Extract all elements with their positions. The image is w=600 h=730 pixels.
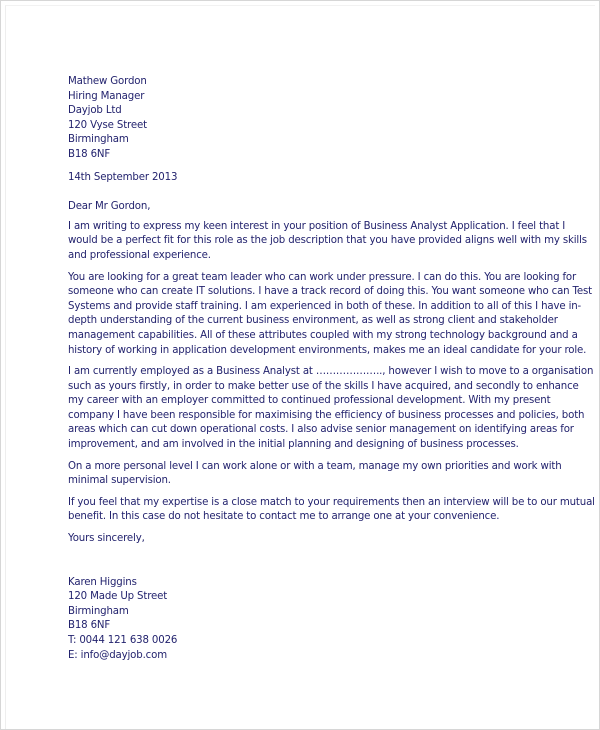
paragraph-line: history of working in application development environments, makes me an ideal candidate for your role.	[68, 344, 587, 356]
paragraph-line: benefit. In this case do not hesitate to contact me to arrange one at your convenience.	[68, 511, 500, 523]
paragraph-closing	[68, 496, 595, 525]
paragraph-line: would be a perfect fit for this role as the job description that you have provided aligns well with my skills	[68, 235, 587, 247]
sender-street: 120 Made Up Street	[68, 591, 168, 603]
paragraph-line: my career with an employer committed to continued professional development. With my present	[68, 395, 551, 407]
sender-email: E: info@dayjob.com	[68, 649, 167, 661]
paragraph-line: I am writing to express my keen interest in your position of Business Analyst Application. I feel that I	[68, 220, 566, 232]
paragraph-intro	[68, 220, 587, 264]
paragraph-line: If you feel that my expertise is a close match to your requirements then an interview will be to our mutual	[68, 496, 595, 508]
paragraph-current-role	[68, 365, 594, 453]
paragraph-line: management capabilities. All of these attributes coupled with my strong technology background and a	[68, 329, 578, 341]
paragraph-line: You are looking for a great team leader who can work under pressure. I can do this. You are looking for	[68, 271, 577, 283]
recipient-city: Birmingham	[68, 134, 129, 146]
paragraph-line: someone who can create IT solutions. I have a track record of doing this. You want someone who can Test	[68, 286, 593, 298]
recipient-title: Hiring Manager	[68, 90, 145, 102]
cover-letter	[68, 75, 595, 663]
sender-city: Birmingham	[68, 605, 129, 617]
sender-postcode: B18 6NF	[68, 620, 111, 632]
recipient-company: Dayjob Ltd	[68, 105, 122, 117]
recipient-name: Mathew Gordon	[68, 76, 147, 87]
paragraph-line: depth understanding of the current business environment, as well as strong client and stakeholder	[68, 315, 558, 327]
sender-phone: T: 0044 121 638 0026	[68, 635, 178, 646]
paragraph-line: Systems and provide staff training. I am experienced in both of these. In addition to all of this I have in-	[68, 300, 582, 312]
paragraph-line: such as yours firstly, in order to make better use of the skills I have acquired, and secondly to enhance	[68, 380, 579, 392]
sender-address	[68, 576, 546, 664]
paragraph-line: areas which can cut down operational costs. I also advise senior management on identifying areas for	[68, 424, 574, 436]
letter-date: 14th September 2013	[68, 171, 178, 183]
paragraph-line: improvement, and am involved in the initial planning and designing of business processes.	[68, 439, 519, 451]
recipient-address	[68, 75, 546, 163]
sender-name: Karen Higgins	[68, 576, 137, 588]
paragraph-qualifications	[68, 271, 593, 359]
recipient-postcode: B18 6NF	[68, 148, 111, 160]
paragraph-line: minimal supervision.	[68, 475, 171, 487]
paragraph-line: I am currently employed as a Business Analyst at ……………….., however I wish to move to a organisation	[68, 366, 594, 378]
paragraph-line: and professional experience.	[68, 249, 211, 261]
paragraph-personal	[68, 460, 562, 489]
paragraph-line: company I have been responsible for maximising the efficiency of business processes and policies, both	[68, 409, 585, 421]
recipient-street: 120 Vyse Street	[68, 119, 147, 131]
paragraph-line: On a more personal level I can work alone or with a team, manage my own priorities and work with	[68, 460, 562, 472]
valediction: Yours sincerely,	[68, 533, 145, 545]
salutation: Dear Mr Gordon,	[68, 201, 151, 213]
